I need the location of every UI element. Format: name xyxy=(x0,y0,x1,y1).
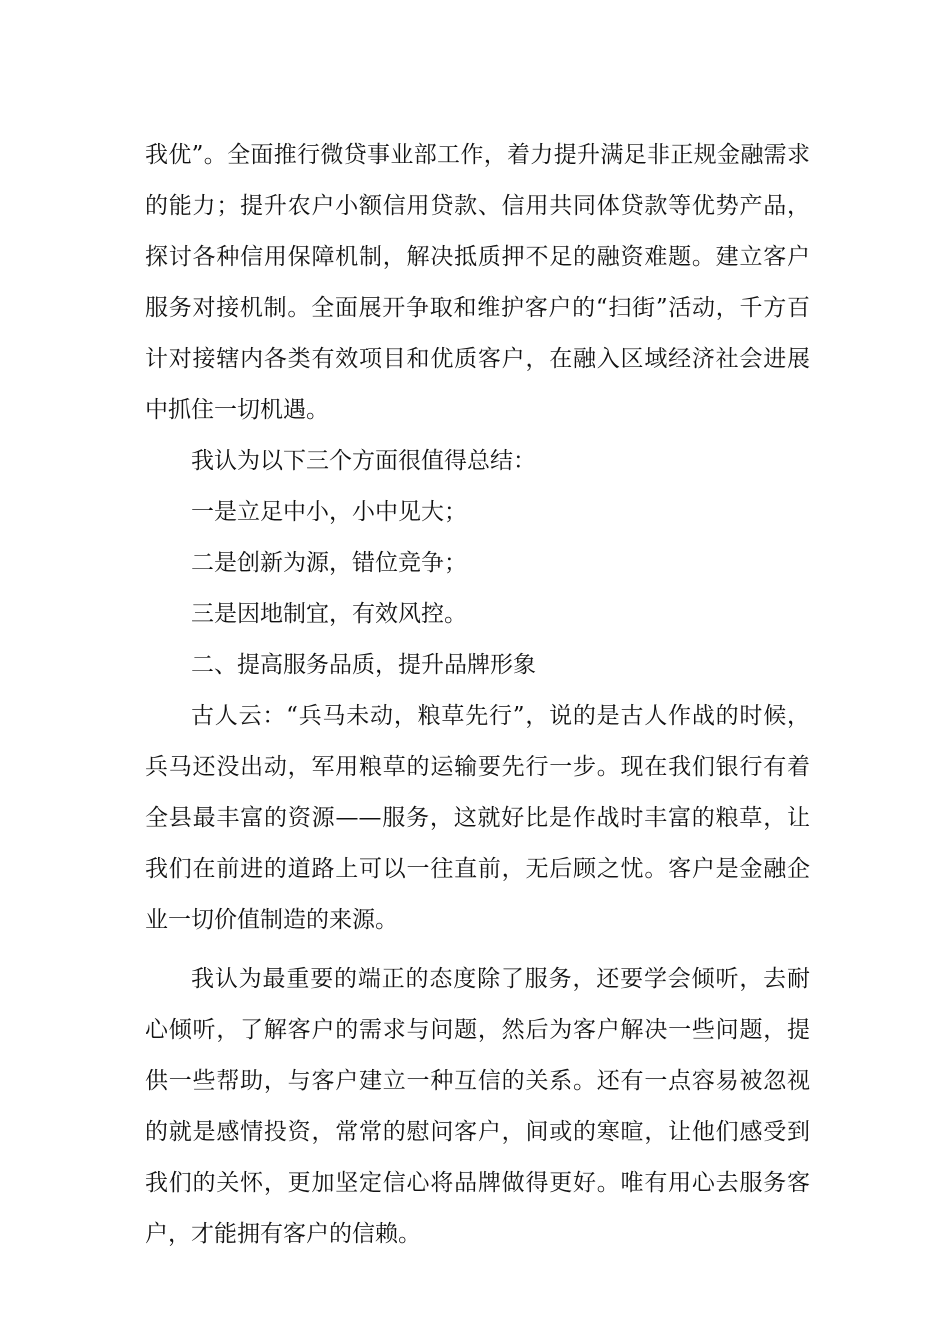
document-body xyxy=(145,130,810,1260)
paragraph-ancient-saying: 古人云：“兵马未动，粮草先行”，说的是古人作战的时候，兵马还没出动，军用粮草的运输要先行一步。现在我们银行有着全县最丰富的资源——服务，这就好比是作战时丰富的粮草，让我们在前进的道路上可以一往直前，无后顾之忧。客户是金融企业一切价值制造的来源。 xyxy=(145,703,810,933)
paragraph-point-two: 二是创新为源，错位竞争； xyxy=(191,550,467,576)
paragraph-listening: 我认为最重要的端正的态度除了服务，还要学会倾听，去耐心倾听，了解客户的需求与问题，然后为客户解决一些问题，提供一些帮助，与客户建立一种互信的关系。还有一点容易被忽视的就是感情投资，常常的慰问客户，间或的寒暄，让他们感受到我们的关怀，更加坚定信心将品牌做得更好。唯有用心去服务客户，才能拥有客户的信赖。 xyxy=(145,966,810,1247)
paragraph-continuation: 我优”。全面推行微贷事业部工作，着力提升满足非正规金融需求的能力；提升农户小额信用贷款、信用共同体贷款等优势产品，探讨各种信用保障机制，解决抵质押不足的融资难题。建立客户服务对接机制。全面展开争取和维护客户的“扫街”活动，千方百计对接辖内各类有效项目和优质客户，在融入区域经济社会进展中抓住一切机遇。 xyxy=(145,142,810,423)
paragraph-point-one: 一是立足中小，小中见大； xyxy=(191,499,467,525)
paragraph-point-three: 三是因地制宜，有效风控。 xyxy=(191,601,467,627)
paragraph-summary-intro: 我认为以下三个方面很值得总结： xyxy=(191,448,536,474)
section-heading: 二、提高服务品质，提升品牌形象 xyxy=(191,652,536,678)
